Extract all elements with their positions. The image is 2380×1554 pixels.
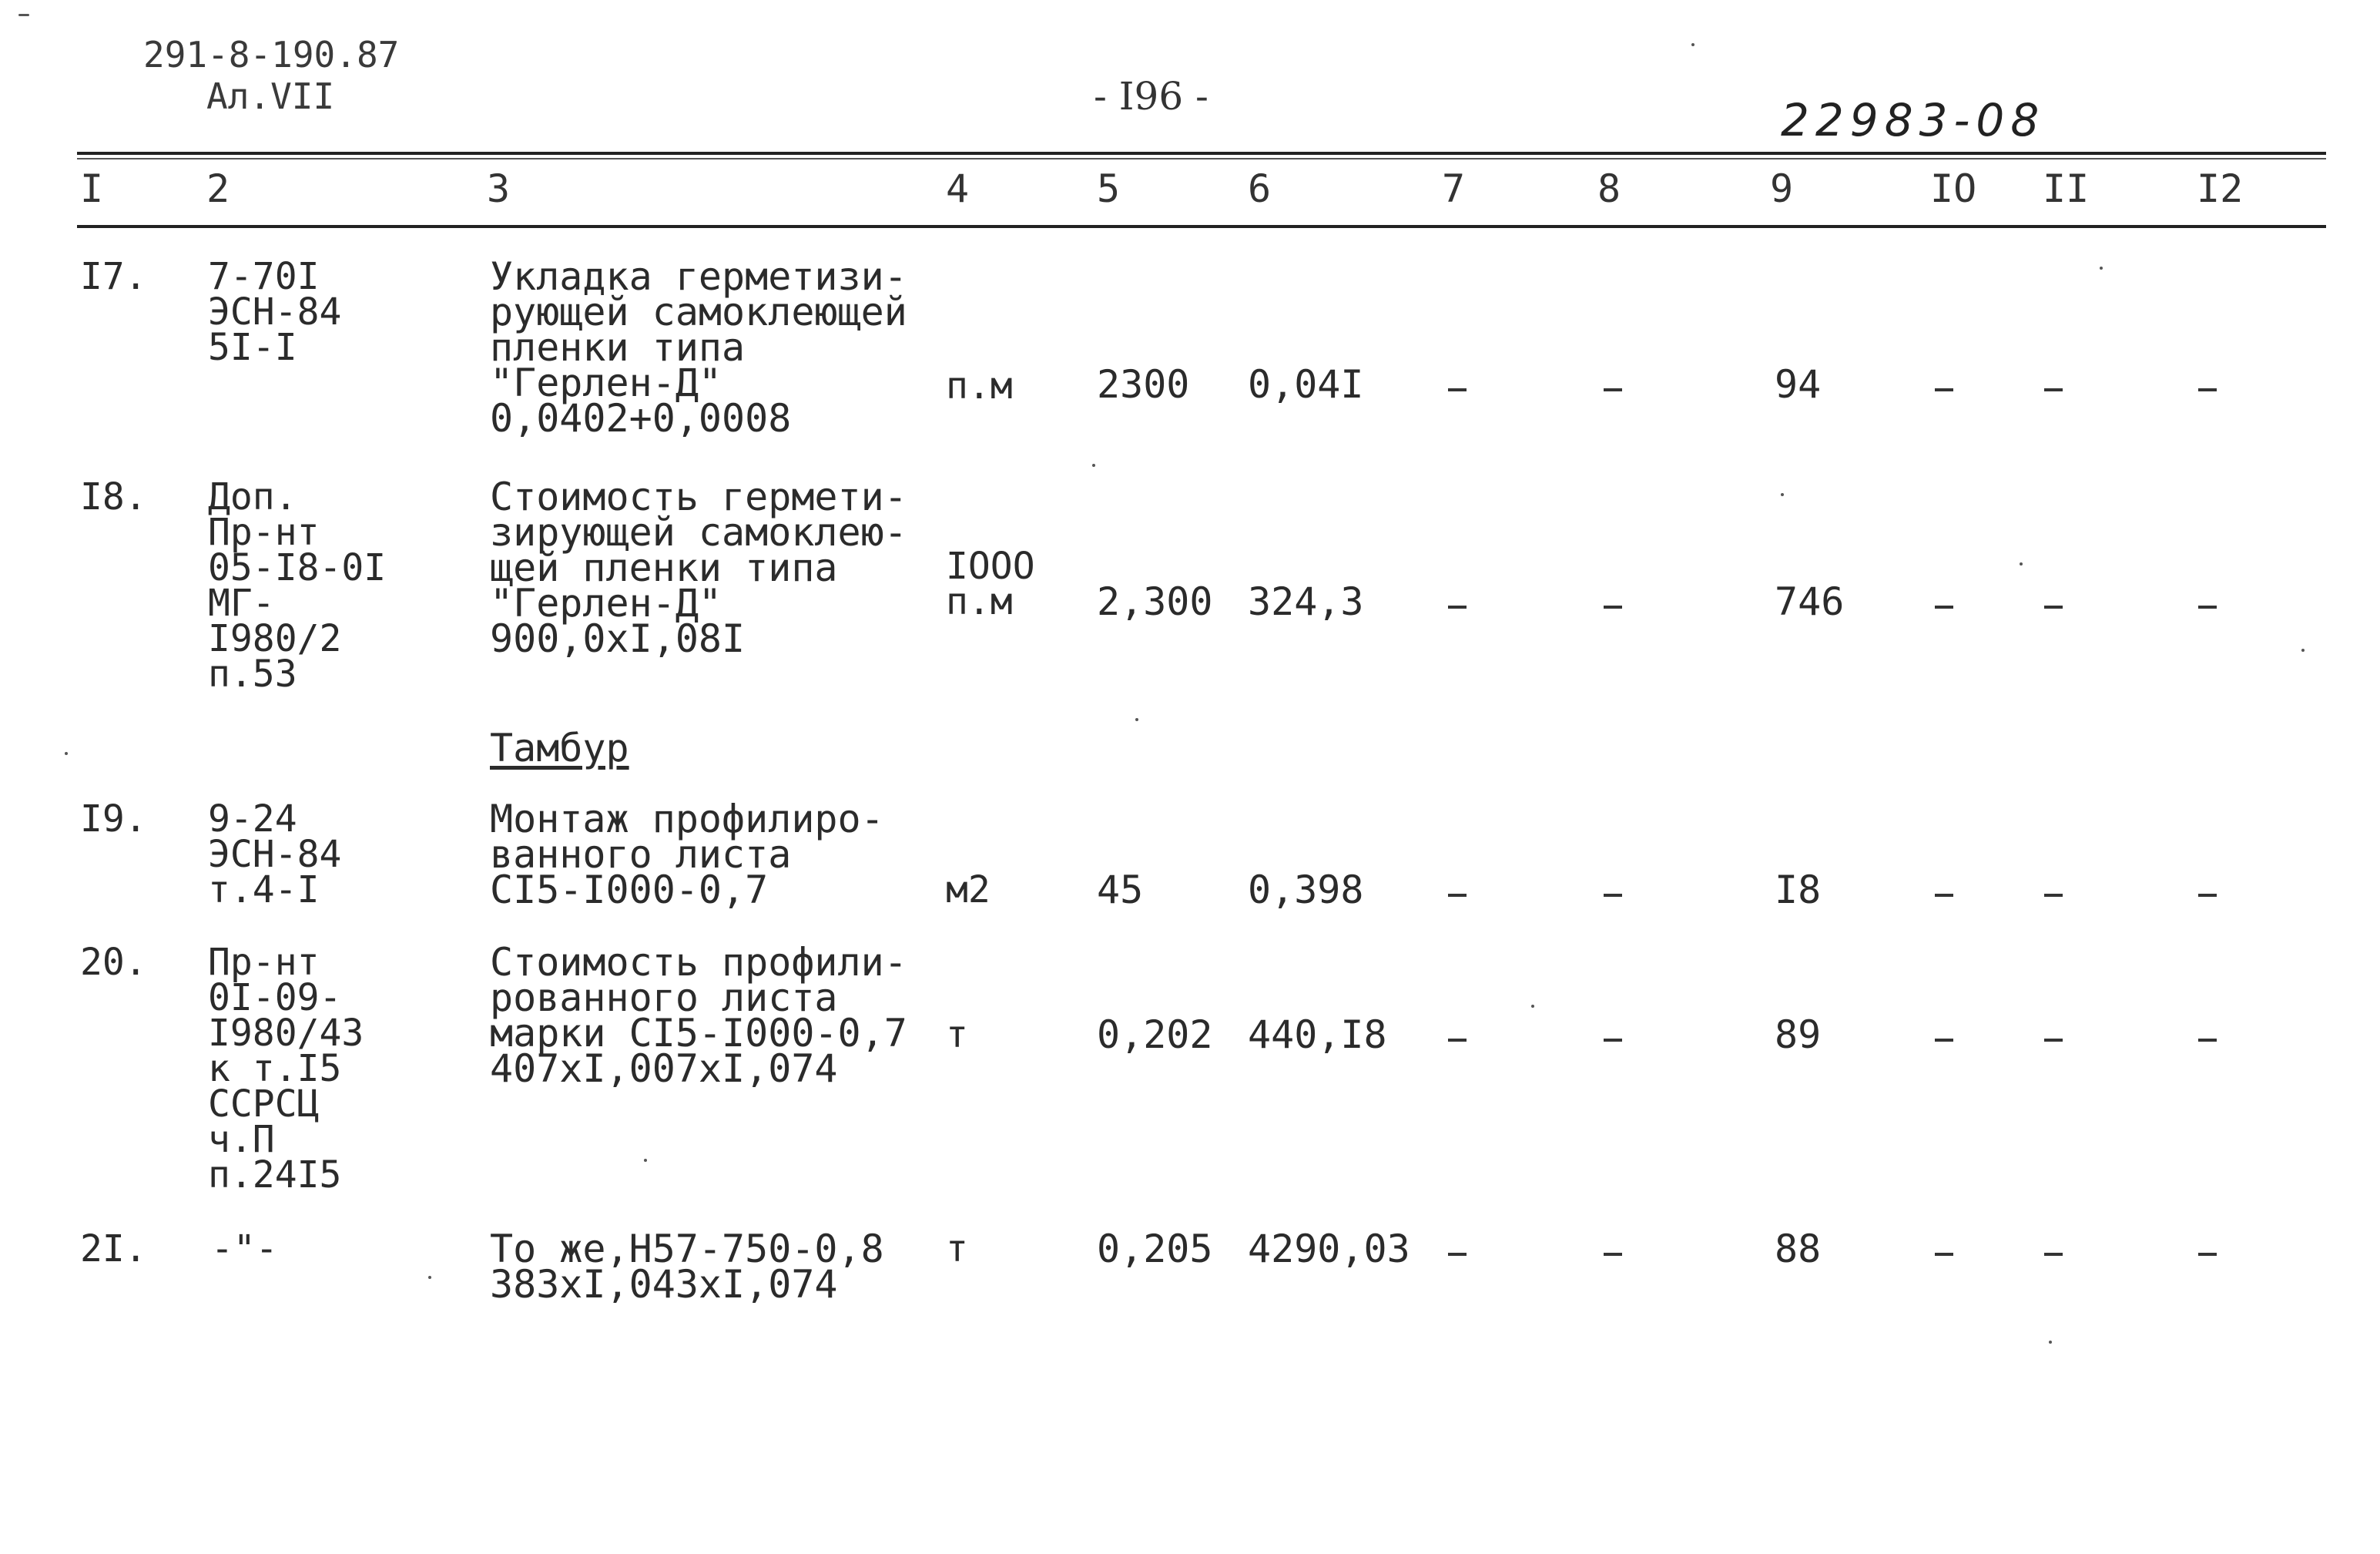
row-number: 2I.: [80, 1227, 147, 1270]
quantity: 0,202: [1097, 1012, 1213, 1057]
total-cost: 746: [1775, 579, 1845, 624]
row-number: I9.: [80, 797, 147, 841]
empty-dash: [2044, 388, 2063, 391]
column-header-10: IO: [1930, 166, 1977, 211]
quantity: 2300: [1097, 362, 1190, 407]
empty-dash: [1604, 606, 1622, 609]
column-header-6: 6: [1248, 166, 1272, 211]
empty-dash: [2044, 1253, 2063, 1256]
work-description: Стоимость гермети- зирующей самоклею- щей пленки типа "Герлен-Д" 900,0xI,08I: [490, 475, 907, 661]
corner-code-line-1: 291-8-190.87: [143, 34, 400, 76]
empty-dash: [1604, 894, 1622, 897]
empty-dash: [2198, 1253, 2217, 1256]
empty-dash: [1935, 894, 1953, 897]
unit-price: 324,3: [1248, 579, 1364, 624]
empty-dash: [2198, 1039, 2217, 1042]
total-cost: 94: [1775, 362, 1822, 407]
scan-speck: [1531, 1005, 1534, 1008]
scan-speck: [65, 752, 68, 755]
table-top-rule: [77, 152, 2326, 155]
page-number: - I96 -: [1094, 74, 1208, 119]
empty-dash: [2044, 606, 2063, 609]
row-number: I8.: [80, 475, 147, 519]
empty-dash: [1448, 894, 1467, 897]
scan-speck: [2301, 649, 2305, 652]
empty-dash: [1604, 1039, 1622, 1042]
unit-price: 0,04I: [1248, 362, 1364, 407]
column-header-5: 5: [1097, 166, 1121, 211]
unit-price: 4290,03: [1248, 1227, 1410, 1271]
norm-code: Пр-нт 0I-09- I980/43 к т.I5 ССРСЦ ч.П п.24I5: [208, 941, 364, 1197]
table-header-bottom-rule: [77, 225, 2326, 228]
scan-speck: [1691, 43, 1694, 46]
empty-dash: [2044, 894, 2063, 897]
empty-dash: [1448, 1039, 1467, 1042]
norm-code: 9-24 ЭСН-84 т.4-I: [208, 797, 342, 911]
work-description: Стоимость профили- рованного листа марки СI5-I000-0,7 407xI,007xI,074: [490, 940, 907, 1091]
table-top-rule-secondary: [77, 158, 2326, 159]
unit: п.м: [946, 364, 1013, 408]
column-header-3: 3: [487, 166, 511, 211]
total-cost: I8: [1775, 868, 1822, 912]
column-header-11: II: [2043, 166, 2090, 211]
work-description: То же,Н57-750-0,8 383xI,043xI,074: [490, 1227, 884, 1307]
empty-dash: [1448, 1253, 1467, 1256]
empty-dash: [1935, 388, 1953, 391]
scan-speck: [2049, 1341, 2052, 1344]
total-cost: 89: [1775, 1012, 1822, 1057]
document-number: 22983-08: [1781, 94, 2046, 146]
column-header-12: I2: [2197, 166, 2244, 211]
unit: т: [946, 1013, 968, 1056]
quantity: 2,300: [1097, 579, 1213, 624]
section-title: Тамбур: [490, 726, 629, 770]
norm-code: 7-70I ЭСН-84 5I-I: [208, 255, 342, 369]
empty-dash: [1604, 388, 1622, 391]
column-header-9: 9: [1770, 166, 1794, 211]
scan-speck: [2100, 267, 2103, 270]
empty-dash: [2044, 1039, 2063, 1042]
scan-speck: [644, 1159, 647, 1162]
quantity: 0,205: [1097, 1227, 1213, 1271]
unit: м2: [946, 868, 991, 911]
unit: IOOO п.м: [946, 545, 1035, 623]
work-description: Монтаж профилиро- ванного листа СI5-I000-0,7: [490, 797, 884, 912]
norm-code: Доп. Пр-нт 05-I8-0I МГ- I980/2 п.53: [208, 475, 387, 696]
empty-dash: [1448, 606, 1467, 609]
scan-speck: [1135, 718, 1138, 721]
empty-dash: [2198, 388, 2217, 391]
empty-dash: [1604, 1253, 1622, 1256]
total-cost: 88: [1775, 1227, 1822, 1271]
row-number: 20.: [80, 941, 147, 984]
empty-dash: [1935, 606, 1953, 609]
work-description: Укладка герметизи- рующей самоклеющей пленки типа "Герлен-Д" 0,0402+0,0008: [490, 254, 907, 441]
empty-dash: [1935, 1253, 1953, 1256]
unit-price: 440,I8: [1248, 1012, 1387, 1057]
scan-speck: [428, 1276, 431, 1279]
empty-dash: [1448, 388, 1467, 391]
column-header-8: 8: [1597, 166, 1621, 211]
empty-dash: [2198, 606, 2217, 609]
quantity: 45: [1097, 868, 1144, 912]
corner-code-line-2: Ал.VII: [206, 76, 335, 117]
row-number: I7.: [80, 255, 147, 298]
column-header-1: I: [80, 166, 104, 211]
scan-speck: [1781, 493, 1784, 496]
scan-speck: [2020, 562, 2023, 566]
scan-speck: [18, 14, 29, 16]
column-header-2: 2: [206, 166, 230, 211]
column-header-7: 7: [1442, 166, 1466, 211]
empty-dash: [2198, 894, 2217, 897]
scan-speck: [1092, 464, 1095, 467]
corner-document-code: [143, 34, 399, 117]
norm-code: -"-: [211, 1227, 278, 1270]
empty-dash: [1935, 1039, 1953, 1042]
unit: т: [946, 1227, 968, 1270]
column-header-4: 4: [946, 166, 970, 211]
unit-price: 0,398: [1248, 868, 1364, 912]
